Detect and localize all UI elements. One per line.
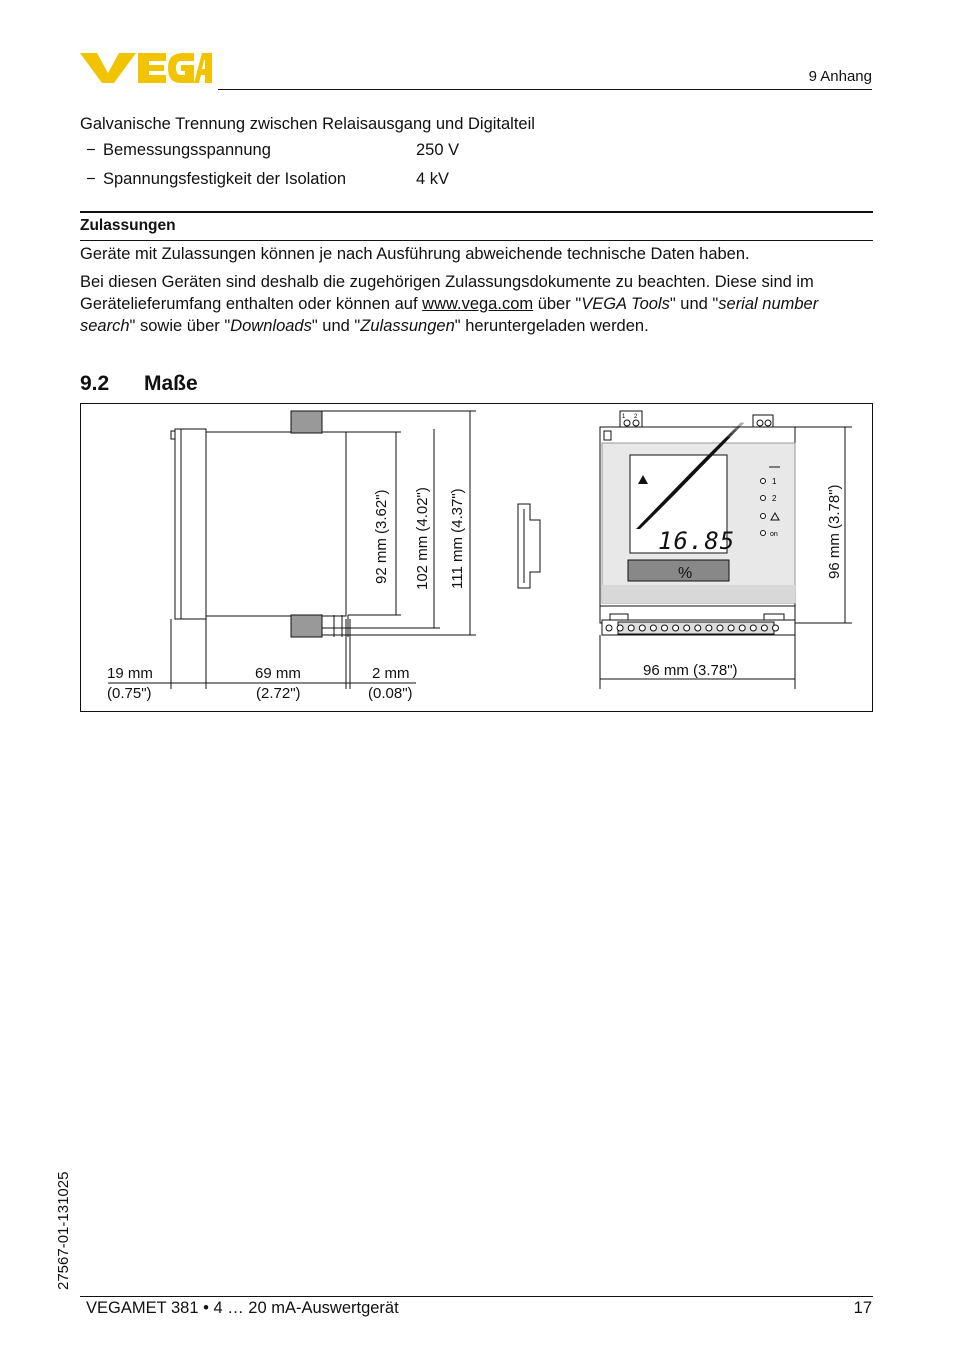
chapter-label: 9 Anhang xyxy=(808,68,872,85)
terminal-screw xyxy=(628,625,634,631)
terminal-screw xyxy=(650,625,656,631)
dimension-drawing xyxy=(80,403,873,712)
section-heading: 9.2 Maße xyxy=(80,372,198,395)
spec-value: 250 V xyxy=(416,141,460,159)
terminal-screw xyxy=(765,420,771,426)
approvals-paragraph-1: Geräte mit Zulassungen können je nach Ausführung abweichende technische Daten haben. xyxy=(80,245,750,263)
approvals-heading: Zulassungen xyxy=(80,217,176,234)
dimension-label: 96 mm (3.78") xyxy=(643,662,738,679)
led-label: on xyxy=(770,531,778,538)
section-rule xyxy=(80,240,873,241)
terminal-screw xyxy=(757,420,763,426)
dimension-label: (2.72") xyxy=(256,685,301,702)
page-number: 17 xyxy=(853,1299,872,1317)
spec-value: 4 kV xyxy=(416,170,450,188)
spec-label: Bemessungsspannung xyxy=(103,141,271,159)
spec-label: Spannungsfestigkeit der Isolation xyxy=(103,170,347,188)
terminal-screw xyxy=(617,625,623,631)
vega-website-link[interactable]: www.vega.com xyxy=(422,295,534,313)
isolation-title: Galvanische Trennung zwischen Relaisausgang und Digitalteil xyxy=(80,115,535,133)
terminal-screw xyxy=(633,420,639,426)
document-code xyxy=(38,1142,78,1292)
footer-rule xyxy=(80,1296,873,1297)
terminal-label: 1 xyxy=(622,414,626,420)
dimension-label: 92 mm (3.62") xyxy=(373,489,390,584)
dimension-label: 69 mm xyxy=(255,665,301,682)
display-reading: 16.85 xyxy=(658,527,736,555)
terminal-screw xyxy=(739,625,745,631)
terminal-screw xyxy=(662,625,668,631)
section-rule xyxy=(80,211,873,213)
dimension-label: 2 mm xyxy=(372,665,410,682)
dimension-label: (0.08") xyxy=(368,685,413,702)
terminal-screw xyxy=(761,625,767,631)
dimension-label: 111 mm (4.37") xyxy=(449,488,466,589)
terminal-screw xyxy=(773,625,779,631)
approvals-paragraph-2: Bei diesen Geräten sind deshalb die zugehörigen Zulassungsdokumente zu beachten. Diese sind im Gerätelieferumfang enthalten oder können auf www.vega.com über "VEGA Tools" und "serial number search" sowie über "Downloads" und "Zulassungen" heruntergeladen werden. xyxy=(80,273,819,335)
led-label: 1 xyxy=(772,477,777,486)
terminal-screw xyxy=(706,625,712,631)
list-dash: − xyxy=(86,170,96,188)
dimension-label: 102 mm (4.02") xyxy=(414,487,431,590)
spec-row xyxy=(86,141,686,160)
terminal-screw xyxy=(624,420,630,426)
svg-text:27567-01-131025: 27567-01-131025 xyxy=(55,1171,72,1290)
led-label: 2 xyxy=(772,494,777,503)
terminal-label: 2 xyxy=(634,414,638,420)
terminal-screw xyxy=(728,625,734,631)
dimension-label: (0.75") xyxy=(107,685,152,702)
header-rule xyxy=(218,89,872,90)
dimension-label: 19 mm xyxy=(107,665,153,682)
list-dash: − xyxy=(86,141,96,159)
terminal-screw xyxy=(717,625,723,631)
terminal-screw xyxy=(606,625,612,631)
vega-logo xyxy=(80,50,212,86)
footer-product: VEGAMET 381 • 4 … 20 mA-Auswertgerät xyxy=(86,1299,399,1317)
dimension-label: 96 mm (3.78") xyxy=(826,484,843,579)
rail-clip-icon xyxy=(518,504,540,588)
terminal-screw xyxy=(673,625,679,631)
display-unit: % xyxy=(678,565,693,582)
spec-row xyxy=(86,170,686,189)
terminal-screw xyxy=(750,625,756,631)
terminal-screw xyxy=(695,625,701,631)
terminal-screw xyxy=(684,625,690,631)
terminal-screw xyxy=(639,625,645,631)
